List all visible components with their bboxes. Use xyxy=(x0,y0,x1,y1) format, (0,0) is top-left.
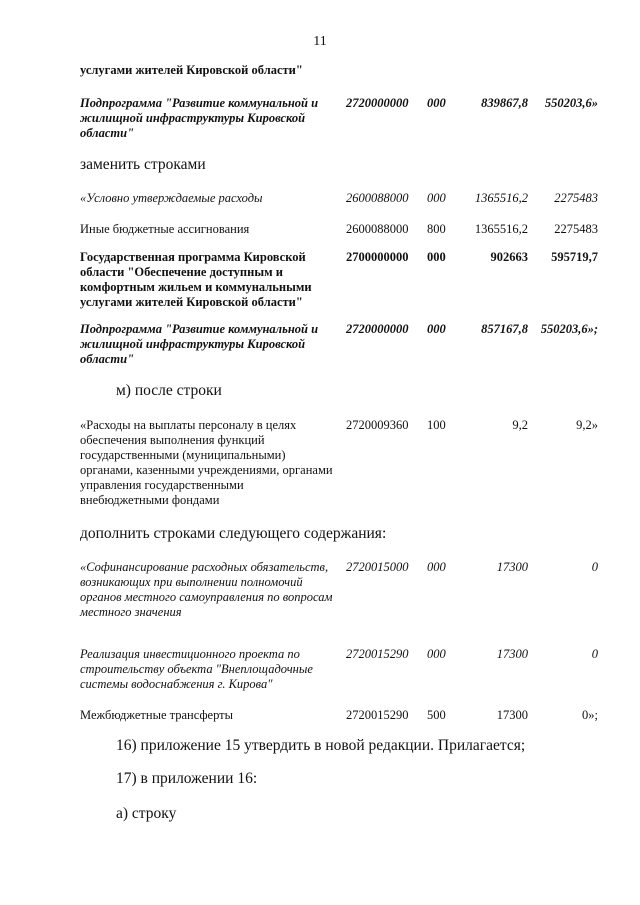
row-code: 2720015290 xyxy=(346,708,409,722)
row-name: «Условно утверждаемые расходы xyxy=(80,191,263,205)
instruction-after-row: м) после строки xyxy=(116,382,222,399)
item-a: а) строку xyxy=(116,805,177,822)
item-16: 16) приложение 15 утвердить в новой редакции. Прилагается; xyxy=(116,737,526,754)
row-vr: 100 xyxy=(427,418,446,432)
row-value-2: 595719,7 xyxy=(551,250,598,264)
row-vr: 000 xyxy=(427,250,446,264)
row-vr: 000 xyxy=(427,96,446,110)
row-value-1: 902663 xyxy=(490,250,528,264)
row-name: Межбюджетные трансферты xyxy=(80,708,234,722)
row-name: Иные бюджетные ассигнования xyxy=(80,222,250,236)
row-value-1: 17300 xyxy=(496,708,528,722)
row-code: 2720000000 xyxy=(346,96,409,110)
row-value-2: 2275483 xyxy=(554,222,598,236)
row-value-2: 0 xyxy=(591,560,598,574)
row-value-1: 9,2 xyxy=(512,418,528,432)
row-vr: 000 xyxy=(427,647,446,661)
row-name: Подпрограмма "Развитие коммунальной и жилищной инфраструктуры Кировской области" xyxy=(80,322,319,366)
row-code: 2720009360 xyxy=(346,418,409,432)
row-value-2: 2275483 xyxy=(554,191,598,205)
row-value-1: 17300 xyxy=(496,647,528,661)
row-code: 2600088000 xyxy=(346,191,409,205)
row-value-2: 0»; xyxy=(582,708,598,722)
row-value-2: 9,2» xyxy=(576,418,598,432)
row-value-2: 0 xyxy=(591,647,598,661)
instruction-add: дополнить строками следующего содержания: xyxy=(80,525,387,542)
row-value-2: 550203,6» xyxy=(544,96,598,110)
row-value-1: 1365516,2 xyxy=(474,191,528,205)
row-vr: 000 xyxy=(427,560,446,574)
row-code: 2720015290 xyxy=(346,647,409,661)
row-vr: 000 xyxy=(427,191,446,205)
instruction-replace: заменить строками xyxy=(80,156,206,173)
row-name: Подпрограмма "Развитие коммунальной и жилищной инфраструктуры Кировской области" xyxy=(80,96,319,140)
item-17: 17) в приложении 16: xyxy=(116,770,258,787)
row-vr: 000 xyxy=(427,322,446,336)
row-name: Государственная программа Кировской области "Обеспечение доступным и комфортным жильем и коммунальными услугами жителей Кировской области" xyxy=(80,250,312,309)
row-vr: 800 xyxy=(427,222,446,236)
row-value-1: 857167,8 xyxy=(481,322,528,336)
row-value-1: 839867,8 xyxy=(481,96,528,110)
row-code: 2600088000 xyxy=(346,222,409,236)
row-name: «Расходы на выплаты персоналу в целях обеспечения выполнения функций государственными (муниципальными) органами, казенными учреждениями, органами управления государственными внебюджетными фондами xyxy=(80,418,333,507)
row-value-2: 550203,6»; xyxy=(540,322,598,336)
row-name: Реализация инвестиционного проекта по строительству объекта "Внеплощадочные системы водоснабжения г. Кирова" xyxy=(80,647,313,691)
page-number: 11 xyxy=(313,34,327,49)
row-code: 2720000000 xyxy=(346,322,409,336)
row-value-1: 1365516,2 xyxy=(474,222,528,236)
row-code: 2700000000 xyxy=(346,250,409,264)
row-vr: 500 xyxy=(427,708,446,722)
row-name: услугами жителей Кировской области" xyxy=(80,63,303,77)
row-code: 2720015000 xyxy=(346,560,409,574)
row-value-1: 17300 xyxy=(496,560,528,574)
row-name: «Софинансирование расходных обязательств, возникающих при выполнении полномочий органов местного самоуправления по вопросам местного значения xyxy=(80,560,333,619)
